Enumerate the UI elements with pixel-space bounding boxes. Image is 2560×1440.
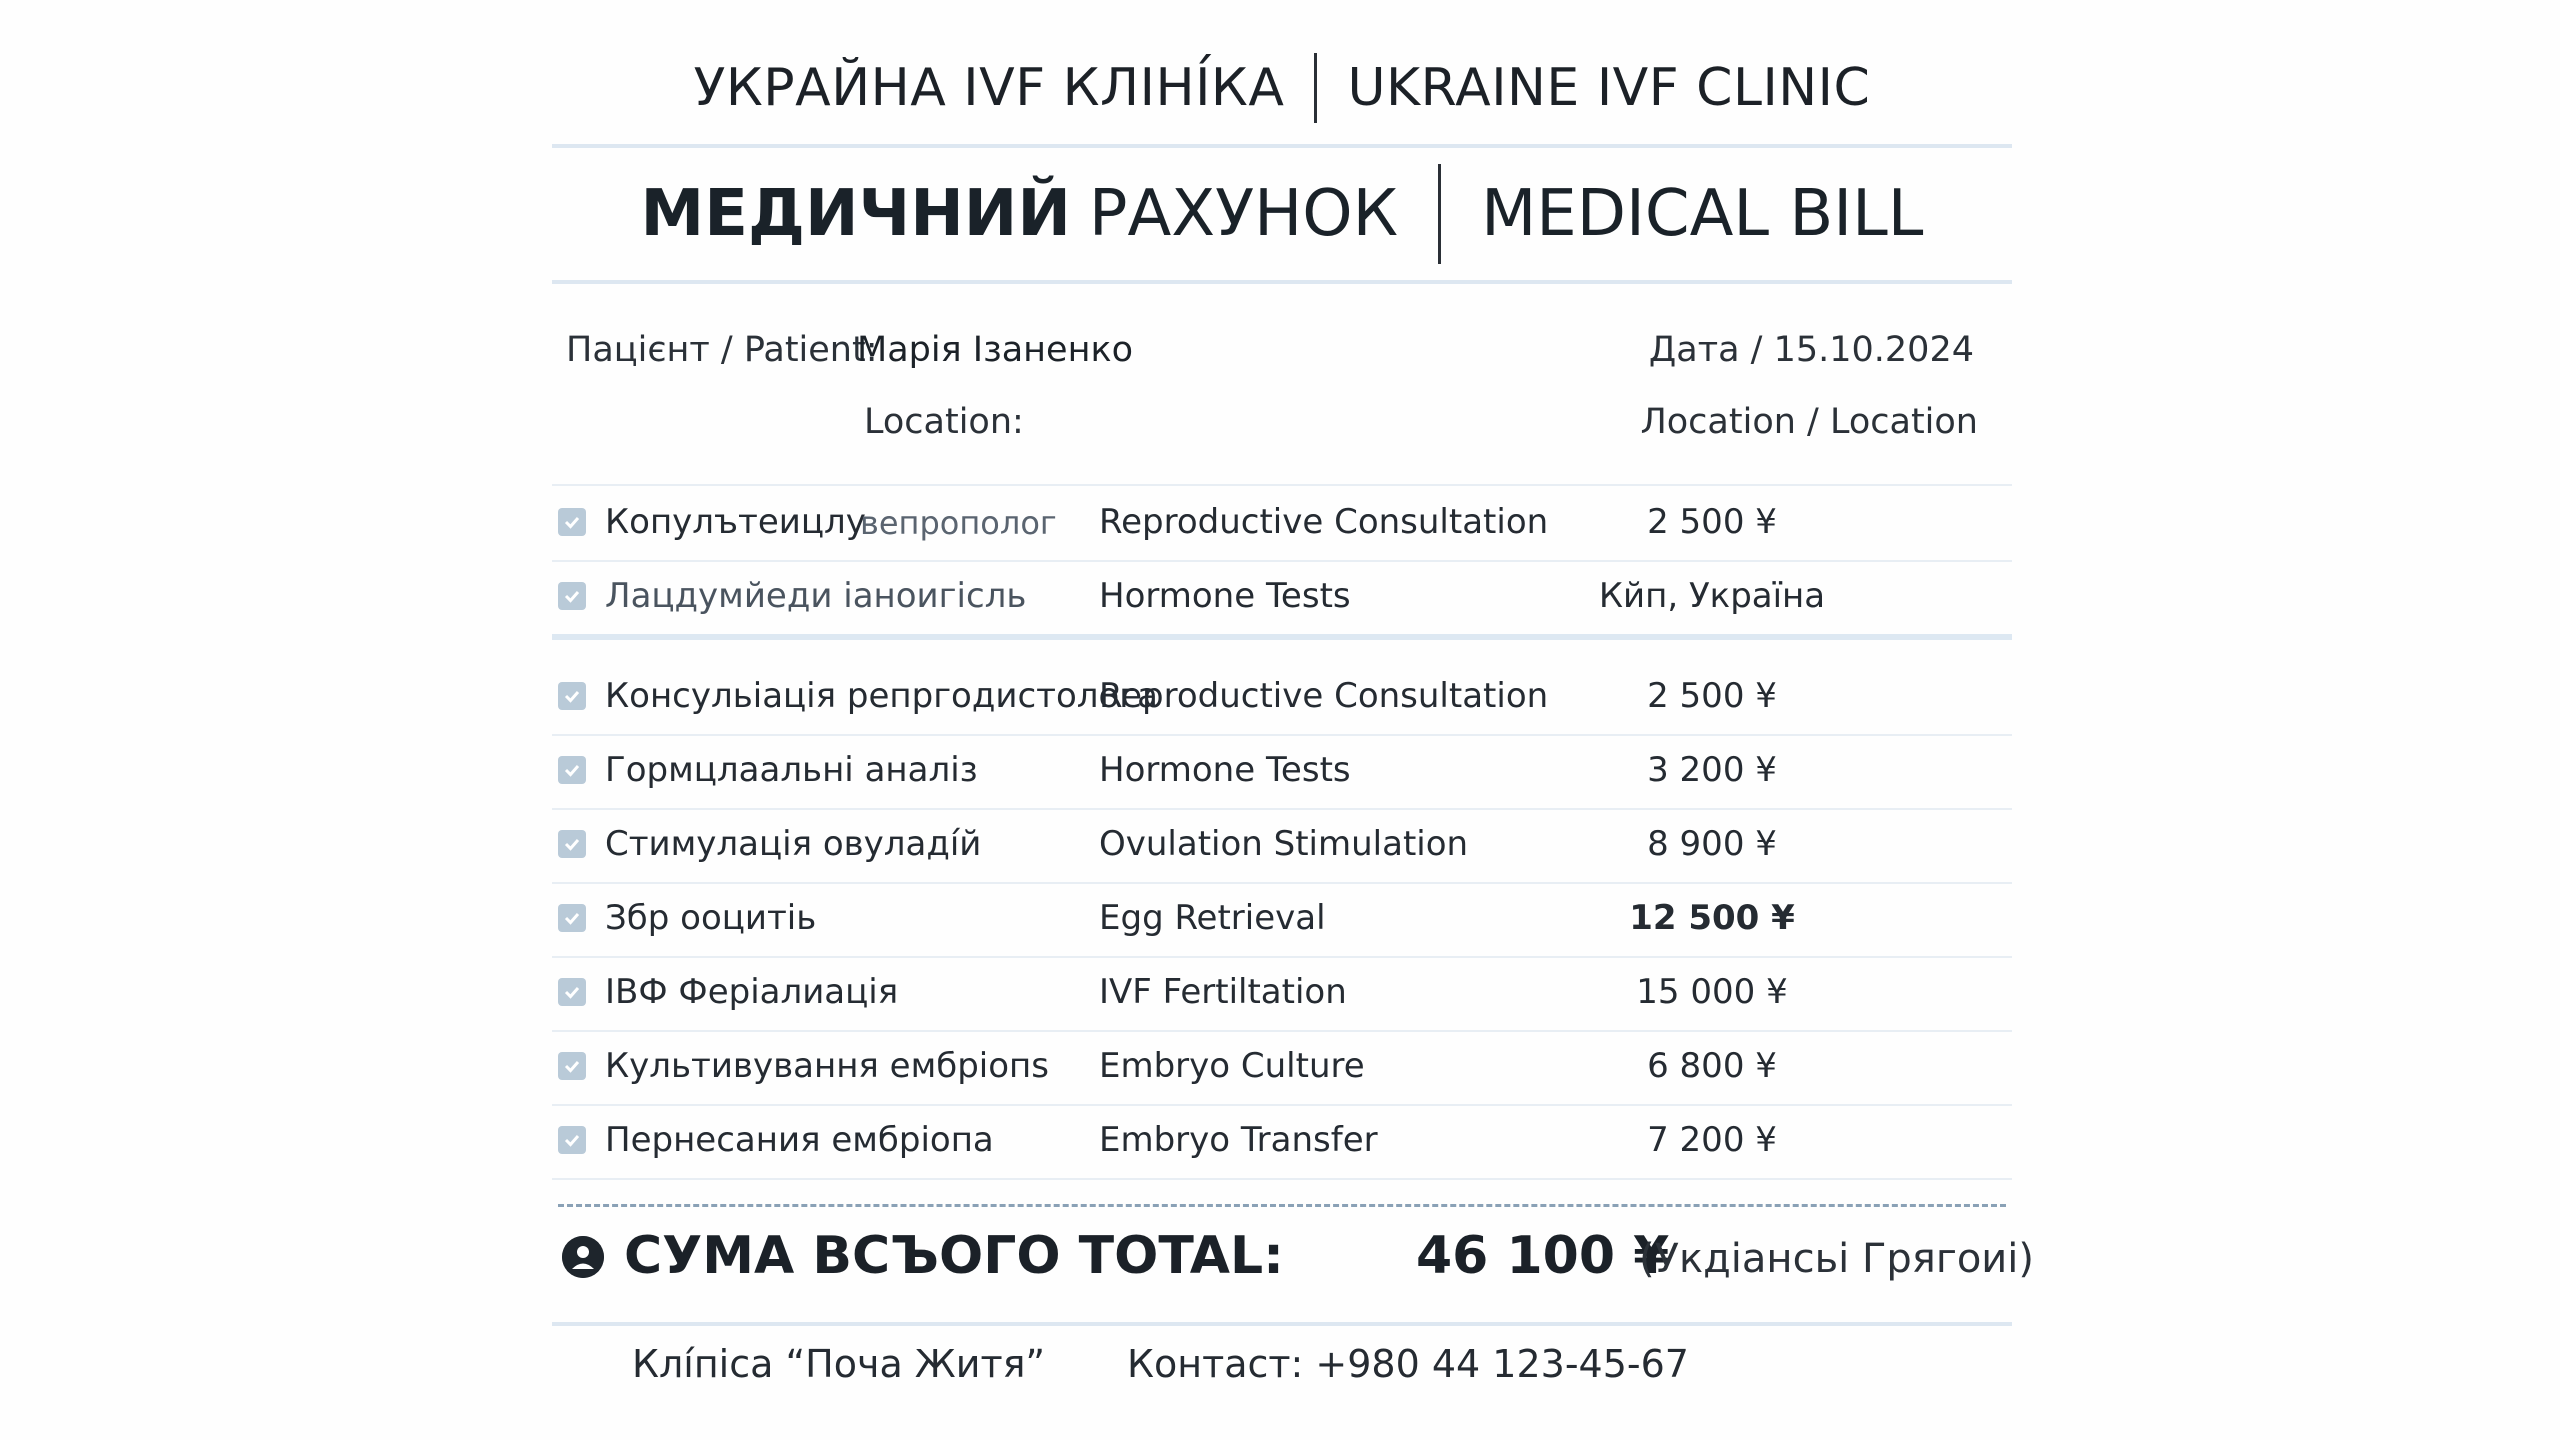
checkbox-icon[interactable]	[558, 904, 586, 932]
service-amount: 12 500 ¥	[1629, 898, 1795, 938]
service-name-ua: Пернесания ембріопа	[605, 1120, 994, 1160]
checkbox-icon[interactable]	[558, 978, 586, 1006]
location-label: Location:	[864, 402, 1024, 442]
service-name-ua: Стимулація овуладі́й	[605, 824, 982, 864]
service-amount: 2 500 ¥	[1647, 676, 1777, 716]
table-row	[552, 734, 2012, 810]
alert-circle-icon	[562, 1236, 604, 1278]
service-amount: 15 000 ¥	[1636, 972, 1788, 1012]
location-value: Лосаtіon / Location	[1640, 402, 1978, 442]
patient-label: Пацієнт / Patient:	[566, 330, 878, 370]
checkbox-icon[interactable]	[558, 682, 586, 710]
table-row	[552, 882, 2012, 958]
service-name-en: IVF Fertiltation	[1099, 972, 1347, 1012]
title-divider	[1438, 164, 1441, 264]
table-row	[552, 660, 2012, 736]
table-row	[552, 808, 2012, 884]
clinic-name-en: UKRAINE IVF CLINIC	[1347, 58, 1871, 118]
service-name-ua: ІВФ Феріалиація	[605, 972, 899, 1012]
service-name-en: Embryo Culture	[1099, 1046, 1365, 1086]
service-name-ua: Збр ооцитіь	[605, 898, 817, 938]
service-amount: 3 200 ¥	[1647, 750, 1777, 790]
footer-contact: Контаст: +980 44 123-45-67	[1127, 1342, 1689, 1386]
title-en: MEDICAL BILL	[1481, 177, 1924, 251]
service-amount: 2 500 ¥	[1647, 502, 1777, 542]
service-name-ua: Копулътеицлу	[605, 502, 866, 542]
footer-clinic-name: Клі́піса “Поча Житя”	[632, 1342, 1046, 1386]
service-name-en: Embryo Transfer	[1099, 1120, 1378, 1160]
checkbox-icon[interactable]	[558, 1126, 586, 1154]
checkbox-icon[interactable]	[558, 830, 586, 858]
title-ua-rest: РАХУНОК	[1088, 177, 1399, 251]
service-name-ua: Культивування ембріопs	[605, 1046, 1049, 1086]
service-name-en: Reproductive Consultation	[1099, 502, 1549, 542]
checkbox-icon[interactable]	[558, 756, 586, 784]
table-row	[552, 560, 2012, 634]
total-divider	[558, 1204, 2006, 1207]
footer-rule	[552, 1322, 2012, 1326]
service-name-ua: Лацдумйеди іаноигісль	[605, 576, 1027, 616]
service-amount: 6 800 ¥	[1647, 1046, 1777, 1086]
table-row	[552, 1030, 2012, 1106]
service-amount: 7 200 ¥	[1647, 1120, 1777, 1160]
service-name-ua-extra: вепрополог	[860, 504, 1057, 542]
checkbox-icon[interactable]	[558, 1052, 586, 1080]
bill-date: Дата / 15.10.2024	[1648, 330, 1974, 370]
service-name-en: Hormone Tests	[1099, 576, 1351, 616]
total-row	[552, 1216, 2035, 1296]
section-divider	[552, 634, 2012, 640]
service-name-en: Hormone Tests	[1099, 750, 1351, 790]
clinic-header	[552, 48, 2012, 128]
patient-name: Марія Ізаненко	[857, 330, 1134, 370]
service-name-ua: Консульіація репргодистолога	[605, 676, 1158, 716]
service-location: Кйп, Україна	[1598, 576, 1826, 616]
total-currency-note: (Укдіансьі Грягоиі)	[1639, 1236, 2035, 1282]
header-divider	[1314, 53, 1317, 123]
header-rule	[552, 144, 2012, 148]
service-name-en: Reproductive Consultation	[1099, 676, 1549, 716]
checkbox-icon[interactable]	[558, 508, 586, 536]
total-amount: 46 100 ¥	[1416, 1226, 1670, 1286]
clinic-name-ua: УКРАЙНА IVF КЛІНІ́КА	[693, 58, 1285, 118]
table-row	[552, 1104, 2012, 1180]
total-label: СУМА ВСЪОГО TOTAL:	[624, 1226, 1284, 1286]
title-rule	[552, 280, 2012, 284]
service-name-en: Egg Retrieval	[1099, 898, 1326, 938]
service-name-en: Ovulation Stimulation	[1099, 824, 1469, 864]
service-name-ua: Гормцлаальні аналіз	[605, 750, 978, 790]
table-row	[552, 484, 2012, 562]
service-amount: 8 900 ¥	[1647, 824, 1777, 864]
title-ua-bold: МЕДИЧНИЙ	[640, 177, 1071, 251]
checkbox-icon[interactable]	[558, 582, 586, 610]
table-row	[552, 956, 2012, 1032]
document-title	[552, 162, 2012, 266]
